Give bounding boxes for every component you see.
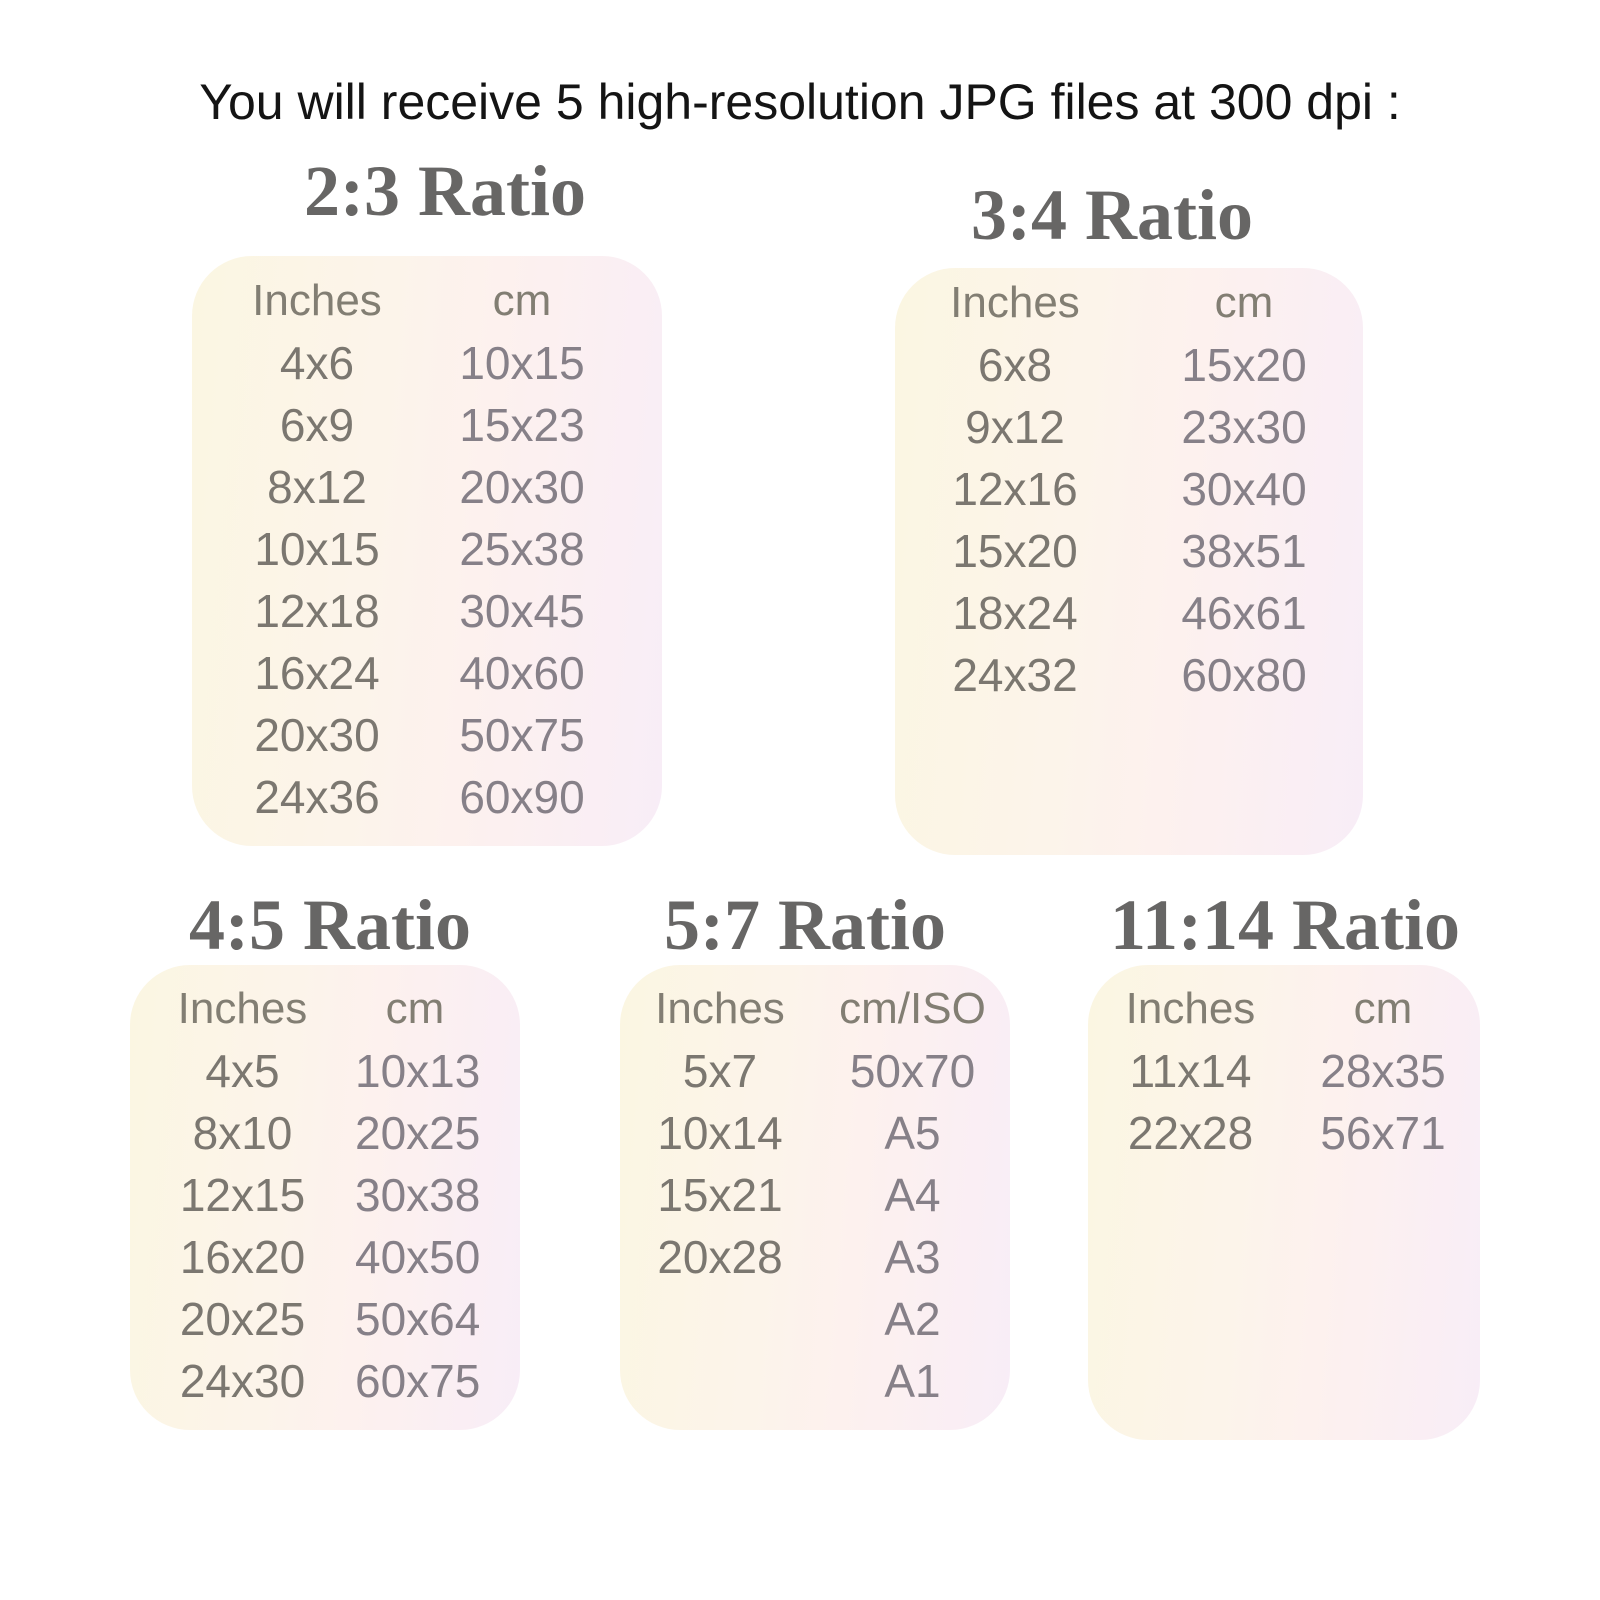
size-table-panel-2-3 — [192, 256, 662, 846]
cm-value: 30x38 — [355, 1169, 481, 1221]
cm-value: A3 — [884, 1231, 941, 1283]
inches-value: 10x14 — [657, 1107, 783, 1159]
inches-value: 9x12 — [965, 401, 1065, 453]
col-header-cm: cm — [385, 984, 445, 1033]
inches-value: 10x15 — [254, 523, 380, 575]
cm-value: 40x50 — [355, 1231, 481, 1283]
inches-value: 20x28 — [657, 1231, 783, 1283]
inches-value: 24x36 — [254, 771, 380, 823]
cm-value: 40x60 — [459, 647, 585, 699]
cm-value: A1 — [884, 1355, 941, 1407]
cm-value: 23x30 — [1181, 401, 1307, 453]
size-table-2-3 — [192, 256, 662, 828]
col-header-inches: Inches — [950, 278, 1080, 327]
size-table-panel-3-4 — [895, 268, 1363, 855]
col-header-cm-iso: cm/ISO — [839, 984, 986, 1033]
inches-value: 15x21 — [657, 1169, 783, 1221]
cm-value: 50x70 — [849, 1045, 976, 1097]
cm-value: 15x23 — [459, 399, 585, 451]
cm-value: 25x38 — [459, 523, 585, 575]
inches-value: 5x7 — [682, 1045, 758, 1097]
inches-value: 4x6 — [279, 337, 355, 389]
size-table-panel-5-7 — [620, 965, 1010, 1430]
size-table-panel-4-5 — [130, 965, 520, 1430]
inches-value: 22x28 — [1127, 1107, 1254, 1159]
inches-value: 11x14 — [1129, 1045, 1252, 1097]
cm-value: 10x13 — [355, 1045, 481, 1097]
inches-value: 12x16 — [952, 463, 1078, 515]
cm-value: 56x71 — [1320, 1107, 1446, 1159]
ratio-title-3-4: 3:4 Ratio — [971, 175, 1253, 255]
inches-value: 12x18 — [254, 585, 380, 637]
inches-value: 20x30 — [254, 709, 380, 761]
inches-value: 15x20 — [952, 525, 1078, 577]
cm-value: 15x20 — [1181, 339, 1307, 391]
size-table-5-7 — [620, 965, 1010, 1412]
inches-value: 20x25 — [179, 1293, 306, 1345]
col-header-inches: Inches — [655, 984, 785, 1033]
size-table-3-4 — [905, 268, 1363, 706]
cm-value: 60x90 — [459, 771, 585, 823]
cm-value: 60x75 — [355, 1355, 481, 1407]
cm-value: A4 — [884, 1169, 941, 1221]
col-header-cm: cm — [492, 276, 552, 325]
cm-value: 20x25 — [355, 1107, 481, 1159]
inches-value: 18x24 — [952, 587, 1078, 639]
inches-value: 8x12 — [267, 461, 367, 513]
inches-value: 16x20 — [179, 1231, 306, 1283]
cm-value: 60x80 — [1181, 649, 1307, 701]
cm-value: A2 — [884, 1293, 941, 1345]
size-table-panel-11-14 — [1088, 965, 1480, 1440]
cm-value: A5 — [884, 1107, 941, 1159]
size-table-11-14 — [1088, 965, 1480, 1164]
cm-value: 10x15 — [459, 337, 585, 389]
inches-value: 4x5 — [205, 1045, 280, 1097]
inches-value: 16x24 — [254, 647, 380, 699]
inches-value: 8x10 — [192, 1107, 293, 1159]
page-title: You will receive 5 high-resolution JPG files at 300 dpi : — [199, 74, 1401, 130]
cm-value: 20x30 — [459, 461, 585, 513]
size-table-4-5 — [130, 965, 520, 1412]
col-header-cm: cm — [1353, 984, 1413, 1033]
cm-value: 30x40 — [1181, 463, 1307, 515]
inches-value: 6x9 — [279, 399, 355, 451]
cm-value: 50x75 — [459, 709, 585, 761]
ratio-title-2-3: 2:3 Ratio — [304, 151, 586, 231]
inches-value: 24x30 — [179, 1355, 306, 1407]
col-header-inches: Inches — [177, 984, 308, 1033]
col-header-inches: Inches — [1125, 984, 1256, 1033]
inches-value: 24x32 — [952, 649, 1078, 701]
cm-value: 46x61 — [1181, 587, 1307, 639]
inches-value: 12x15 — [179, 1169, 306, 1221]
cm-value: 30x45 — [459, 585, 585, 637]
col-header-inches: Inches — [252, 276, 382, 325]
col-header-cm: cm — [1214, 278, 1274, 327]
ratio-title-4-5: 4:5 Ratio — [189, 885, 471, 965]
cm-value: 28x35 — [1320, 1045, 1446, 1097]
cm-value: 38x51 — [1181, 525, 1307, 577]
inches-value: 6x8 — [977, 339, 1053, 391]
ratio-title-5-7: 5:7 Ratio — [664, 885, 946, 965]
cm-value: 50x64 — [355, 1293, 481, 1345]
ratio-title-11-14: 11:14 Ratio — [1110, 885, 1460, 965]
